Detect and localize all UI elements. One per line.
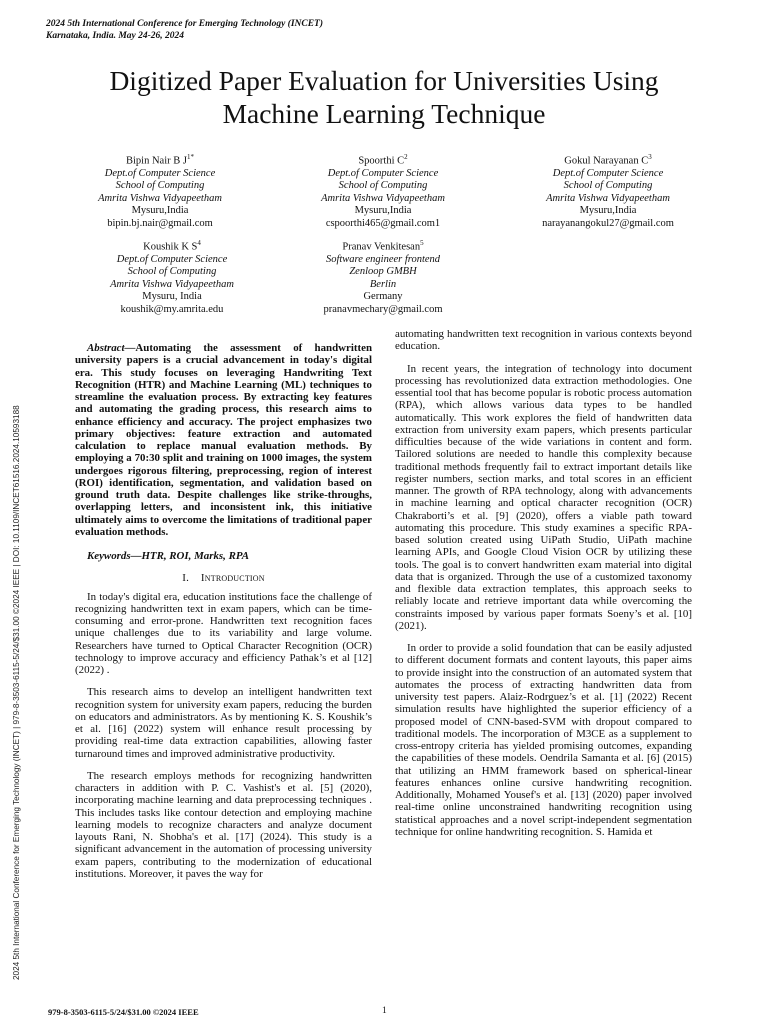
section-heading-introduction: I. Introduction (182, 572, 265, 585)
footer-isbn: 979-8-3503-6115-5/24/$31.00 ©2024 IEEE (48, 1007, 199, 1017)
author-affiliation: Dept.of Computer Science (116, 253, 228, 265)
author-affiliation: Dept.of Computer Science (104, 167, 216, 179)
abstract-label: Abstract (87, 342, 125, 354)
author-location: Mysuru,India (354, 205, 412, 217)
page-number: 1 (382, 1006, 387, 1016)
paragraph: In recent years, the integration of technology into document processing has revolutionized data extraction methodologies. One essential tool that has become popular is robotic process automation (RPA), which allows various data types to be handled automatically. This work explores the field of handwritten data extraction from university exam papers, which presents particular difficulties because of the wide variations in content and form. Tailored solutions are needed to handle this complexity because traditional methods frequently fail to extract important details like register numbers, section marks, and total scores in an efficient manner. The growth of RPA technology, along with advancements in machine learning and optical character recognition (OCR) Chakraborti’s et al. [9] (2020), offers a viable path toward automating this procedure. This study examines a specific RPA-based solution created using UiPath Studio, UiPath machine learning APIs, and Google Cloud Vision OCR by utilizing these tools. The goal is to convert handwritten exam material into digital data that is organized. Through the use of a customized taxonomy and flexible data extraction templates, this approach seeks to reliably locate and retrieve important data while overcoming the constraints imposed by various paper formats Soeny’s et al. [10] (2021). (395, 362, 692, 632)
author-name: Spoorthi $C^2$ (358, 153, 408, 167)
author-affiliation: Amrita Vishwa Vidyapeetham (321, 192, 445, 204)
paper-title (40, 64, 728, 130)
author-block-5 (283, 237, 483, 316)
author-affiliation: Dept.of Computer Science (552, 167, 664, 179)
author-location: Mysuru,India (131, 205, 189, 217)
left-column (75, 328, 372, 890)
author-affiliation: School of Computing (338, 180, 428, 192)
author-affiliation: Berlin (369, 278, 397, 290)
author-email: koushik@my.amrita.edu (120, 303, 224, 315)
doi-sidebar: 2024 5th International Conference for Emerging Technology (INCET) | 979-8-3503-6115-5/24/$31.00 ©2024 IEEE | DOI: 10.1109/INCET61516.2024.10593188 (12, 405, 21, 980)
paragraph: automating handwritten text recognition in various contexts beyond education. (395, 328, 692, 353)
author-affiliation: Dept.of Computer Science (327, 167, 439, 179)
author-email: pranavmechary@gmail.com (323, 303, 443, 315)
paragraph: This research aims to develop an intelligent handwritten text recognition system for university exam papers, reducing the burden on educators and administrators. As by mentioning K. S. Koushik’s et al. [16] (2022) system will enhance result processing by providing real-time data extraction capabilities, allowing faster turnaround times and improved administrative productivity. (75, 686, 372, 760)
author-location: Mysuru,India (579, 205, 637, 217)
paragraph: In order to provide a solid foundation that can be easily adjusted to different document formats and content layouts, this paper aims to provide insight into the construction of an automated system that automates the process of extracting handwritten data from university test papers. Alaiz-Rodrguez’s et al. [1] (2022) Recent simulation results have highlighted the superior efficiency of a proposed model of CNN-based-SVM with dropout compared to traditional models. The incorporation of M3CE as a supplement to cross-entropy criteria has yielded promising outcomes, expanding the capabilities of these models. Oendrila Samanta et al. [6] (2015) that utilizing an HMM framework based on spherical-linear features enhances online cursive handwriting recognition. Additionally, Mohamed Yousef's et al. [13] (2020) paper involved real-time online unconstrained handwriting recognition using statistical approaches and a novel script-independent segmentation technique for online handwriting recognition. S. Hamida et (395, 642, 692, 838)
paper-title-line1: Digitized Paper Evaluation for Universities Using (109, 65, 659, 96)
author-affiliation: School of Computing (563, 180, 653, 192)
author-block-4 (72, 237, 272, 316)
author-email: narayanangokul27@gmail.com (542, 217, 674, 229)
conference-location: Karnataka, India. May 24-26, 2024 (46, 31, 185, 41)
author-affiliation: Amrita Vishwa Vidyapeetham (110, 278, 234, 290)
conference-name: 2024 5th International Conference for Emerging Technology (INCET) (46, 19, 324, 29)
author-affiliation: Zenloop GMBH (349, 266, 417, 278)
author-name: Pranav Venkitesan$^5$ (342, 239, 424, 253)
paragraph: In today's digital era, education institutions face the challenge of recognizing handwritten text in exam papers, which can be time-consuming and error-prone. Handwritten text recognition faces unique challenges due to its variability and large volume. Researchers have turned to Optical Character Recognition (OCR) technology to improve accuracy and efficiency Pathak’s et al [12] (2022) . (75, 590, 372, 676)
author-location: Germany (363, 291, 403, 303)
author-name: Koushik K $S^4$ (143, 239, 201, 253)
author-block-1 (60, 151, 260, 230)
author-email: bipin.bj.nair@gmail.com (107, 217, 213, 229)
author-affiliation: Amrita Vishwa Vidyapeetham (546, 192, 670, 204)
author-block-2 (283, 151, 483, 230)
author-affiliation: School of Computing (127, 266, 217, 278)
paper-title-line2: Machine Learning Technique (222, 98, 546, 129)
author-name: Bipin Nair B $J^{1*}$ (126, 153, 194, 167)
keywords: Keywords—HTR, ROI, Marks, RPA (87, 550, 249, 562)
author-affiliation: Software engineer frontend (325, 253, 441, 265)
conference-header (46, 18, 323, 42)
author-location: Mysuru, India (142, 291, 202, 303)
right-column (395, 328, 692, 848)
abstract (75, 342, 372, 538)
abstract-text: —Automating the assessment of handwritten university papers is a crucial advancement in today's digital era. This study focuses on leveraging Handwriting Text Recognition (HTR) and Machine Learning (ML) techniques to streamline the evaluation process. By extracting key features and automating the grading process, this research aims to enhance efficiency and accuracy. The project emphasizes two primary objectives: feature extraction and automated calculation to replace manual evaluation methods. By employing a 70:30 split and training on 1000 images, the system undergoes rigorous filtering, preprocessing, region of interest (ROI) identification, segmentation, and validation based on ground truth data. Despite challenges like strike-throughs, overlapping letters, and inconsistent ink, this initiative ultimately aims to overcome the limitations of traditional paper evaluation methods. (75, 342, 372, 538)
author-email: cspoorthi465@gmail.com1 (325, 217, 441, 229)
author-block-3 (508, 151, 708, 230)
paragraph: The research employs methods for recognizing handwritten characters in addition with P. C. Vashist's et al. [5] (2020), incorporating machine learning and data preprocessing techniques . This includes tasks like contour detection and employing machine learning models to recognize characters and analyze document layouts Rani, N. Shobha's et al. [17] (2024). This study is a significant advancement in the automation of processing university exam papers, contributing to the modernization of educational institutions. Moreover, it paves the way for (75, 769, 372, 880)
author-affiliation: School of Computing (115, 180, 205, 192)
author-name: Gokul Narayanan $C^3$ (564, 153, 652, 167)
author-affiliation: Amrita Vishwa Vidyapeetham (98, 192, 222, 204)
